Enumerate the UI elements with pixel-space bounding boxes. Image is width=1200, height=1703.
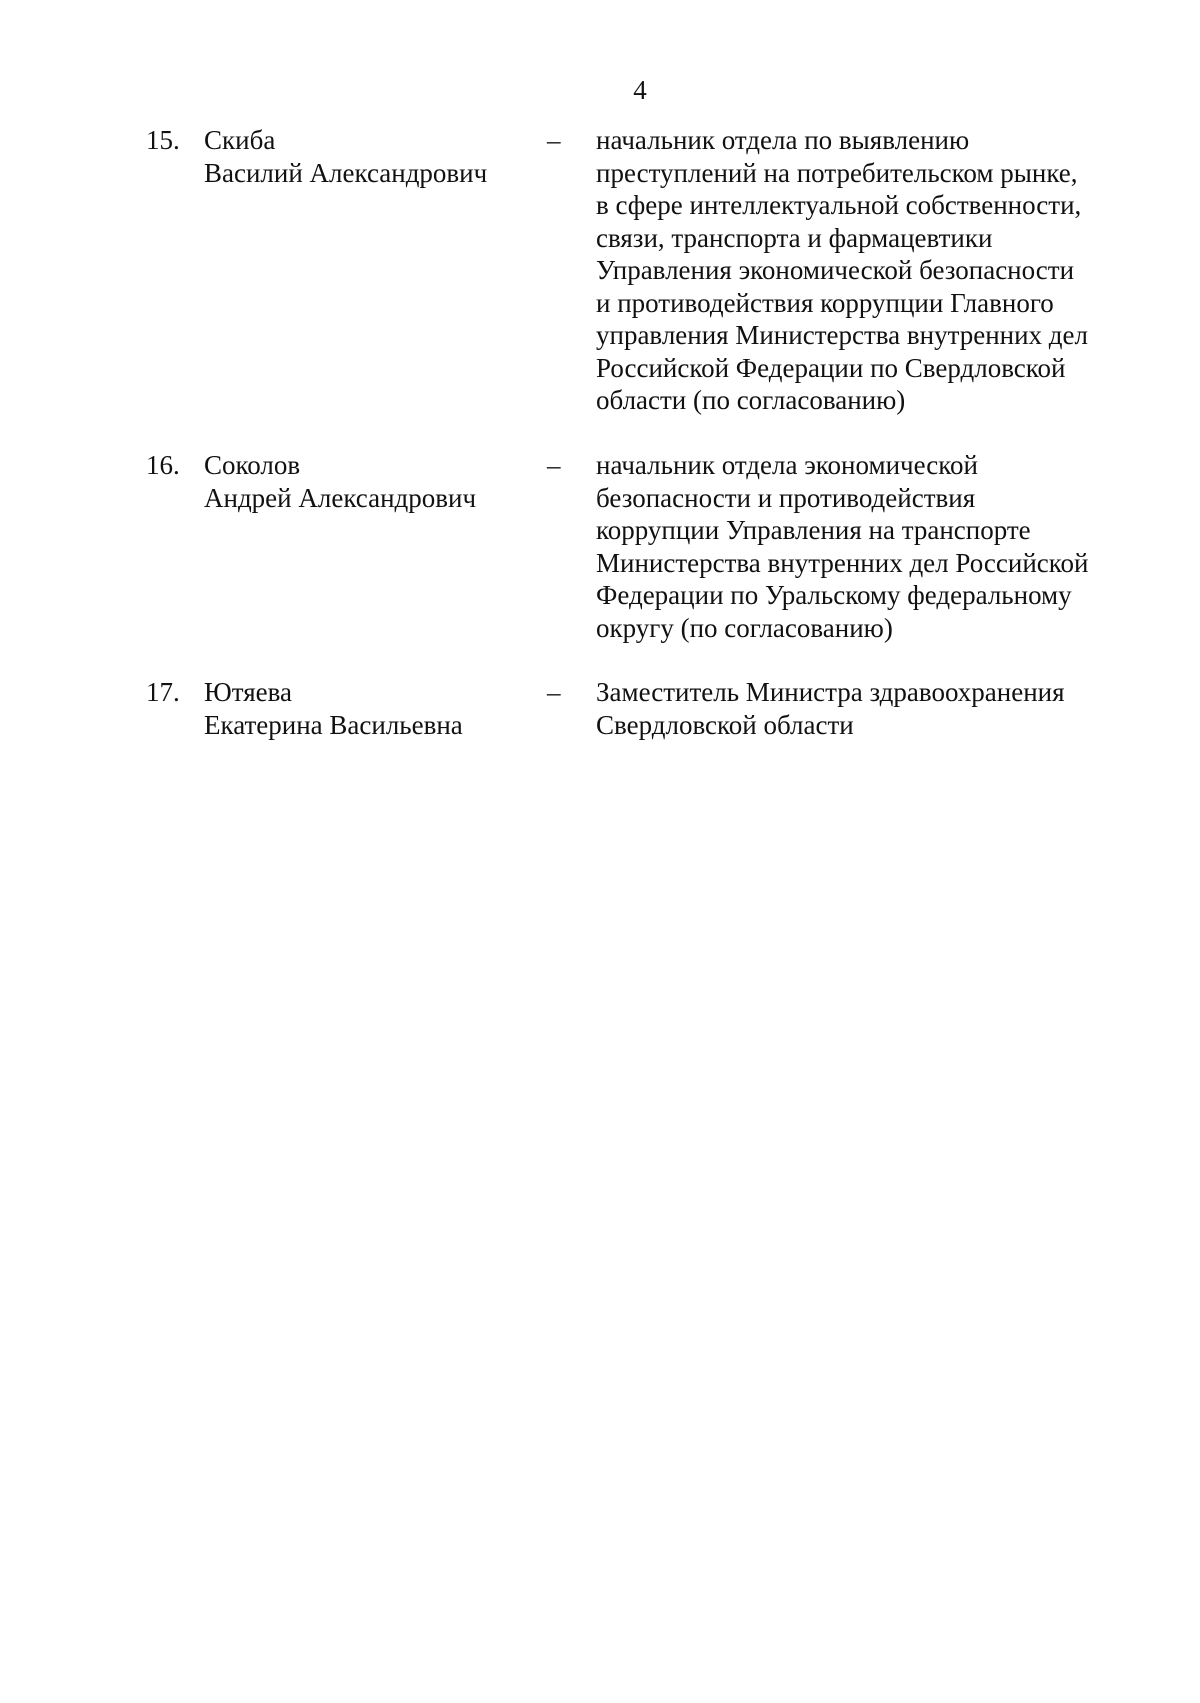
description-line: начальник отдела экономической — [596, 450, 978, 480]
description-line: преступлений на потребительском рынке, — [596, 157, 1078, 188]
person-surname: Соколов — [204, 450, 301, 480]
person-name — [204, 124, 487, 189]
description-line: Управления экономической безопасности — [596, 255, 1075, 285]
person-surname: Скиба — [204, 125, 276, 155]
description-line: связи, транспорта и фармацевтики — [596, 222, 993, 253]
description-line: и противодействия коррупции Главного — [596, 287, 1054, 318]
description-line: в сфере интеллектуальной собственности, — [596, 190, 1082, 220]
page-number: 4 — [633, 75, 647, 105]
description-line: Российской Федерации по Свердловской — [596, 352, 1066, 383]
description-line: области (по согласованию) — [596, 385, 906, 415]
separator-dash: – — [547, 450, 561, 480]
person-given-name: Андрей Александрович — [204, 482, 477, 513]
description-line: округу (по согласованию) — [596, 612, 893, 643]
person-given-name: Василий Александрович — [204, 157, 488, 188]
description-line: управления Министерства внутренних дел — [596, 320, 1088, 350]
entry-number: 15. — [146, 125, 180, 155]
description-line: Министерства внутренних дел Российской — [596, 547, 1089, 578]
person-given-name: Екатерина Васильевна — [204, 709, 463, 740]
description-line: Федерации по Уральскому федеральному — [596, 580, 1072, 610]
position-description — [596, 676, 1156, 741]
description-line: безопасности и противодействия — [596, 482, 976, 513]
separator-dash: – — [547, 677, 561, 707]
separator-dash: – — [547, 125, 561, 155]
description-line: Свердловской области — [596, 709, 854, 740]
person-name — [204, 676, 463, 741]
position-description — [596, 449, 1156, 644]
person-surname: Ютяева — [204, 677, 292, 707]
description-line: коррупции Управления на транспорте — [596, 515, 1031, 545]
description-line: Заместитель Министра здравоохранения — [596, 677, 1065, 707]
entry-number: 17. — [146, 677, 180, 707]
description-line: начальник отдела по выявлению — [596, 125, 970, 155]
position-description — [596, 124, 1156, 417]
person-name — [204, 449, 476, 514]
entry-number: 16. — [146, 450, 180, 480]
